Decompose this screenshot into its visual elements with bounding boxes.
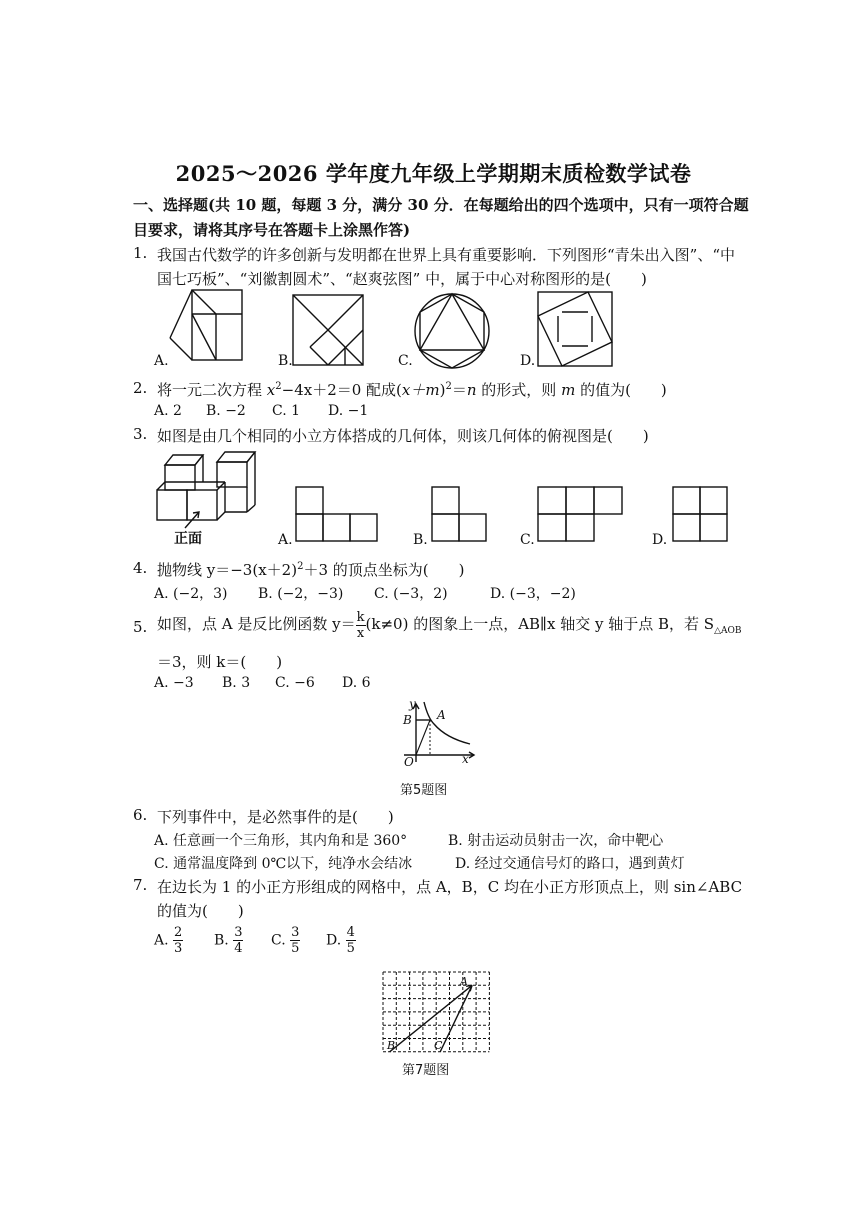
- q5-point-a-label: A: [437, 708, 446, 722]
- q4-option-d: D. (−3，−2): [490, 586, 576, 602]
- q5-x-axis-label: x: [462, 752, 469, 766]
- q5-option-a: A. −3: [154, 675, 194, 691]
- q2-number: 2.: [133, 379, 148, 397]
- q5-figure-caption: 第5题图: [400, 783, 448, 798]
- q7-stem-line2: 的值为( ): [157, 902, 244, 920]
- q7-number: 7.: [133, 876, 148, 894]
- q3-figure-solid: [155, 450, 265, 525]
- q1-stem-line1: 我国古代数学的许多创新与发明都在世界上具有重要影响．下列图形“青朱出入图”、“中: [157, 246, 736, 264]
- q5-option-d: D. 6: [342, 675, 371, 691]
- q3-option-a-figure: [296, 487, 380, 543]
- q6-option-c: C. 通常温度降到 0℃以下，纯净水会结冰: [154, 856, 413, 872]
- q1-stem-line2: 国七巧板”、“刘徽割圆术”、“赵爽弦图” 中，属于中心对称图形的是( ): [157, 270, 647, 288]
- q3-number: 3.: [133, 425, 148, 443]
- q3-option-c-figure: [538, 487, 624, 543]
- q5-y-axis-label: y: [409, 697, 416, 711]
- q4-number: 4.: [133, 559, 148, 577]
- q1-figure-d-zhaoshuang: [538, 292, 614, 368]
- q3-option-a: A.: [278, 532, 293, 548]
- segment-ba: [390, 985, 472, 1052]
- q4-option-c: C. (−3，2): [374, 586, 448, 602]
- q7-point-c-label: C: [434, 1039, 443, 1052]
- q5-stem-line2: ＝3，则 k＝( ): [157, 653, 283, 671]
- q1-number: 1.: [133, 244, 148, 262]
- q5-stem-line1: 如图，点 A 是反比例函数 y＝ $\frac{k}{x}$ (k≠0) 的图象上一点，AB∥x 轴交 y 轴于点 B，若 $S_{\triangle AOB}$: [157, 609, 742, 641]
- section-header-line2: 目要求，请将其序号在答题卡上涂黑作答): [133, 221, 411, 239]
- q3-stem: 如图是由几个相同的小立方体搭成的几何体，则该几何体的俯视图是( ): [157, 427, 649, 445]
- q1-figure-b-tangram: [293, 295, 365, 367]
- q3-option-b: B.: [413, 532, 428, 548]
- q7-option-b: B. $\frac{3}{4}$: [214, 925, 243, 956]
- q6-stem: 下列事件中，是必然事件的是( ): [157, 808, 394, 826]
- q1-option-c: C.: [398, 353, 413, 369]
- q5-option-c: C. −6: [275, 675, 315, 691]
- q2-option-d: D. −1: [328, 403, 369, 419]
- q2-stem: 将一元二次方程 $x^2-4x+2=0$ 配成$(x+m)^2=n$ 的形式，则 m 的值为( ): [157, 381, 667, 399]
- q7-option-d: D. $\frac{4}{5}$: [326, 925, 355, 956]
- q7-figure-caption: 第7题图: [402, 1063, 450, 1078]
- q4-option-a: A. (−2，3): [154, 586, 228, 602]
- q4-option-b: B. (−2，−3): [258, 586, 344, 602]
- q7-option-c: C. $\frac{3}{5}$: [271, 925, 300, 956]
- q7-point-a-label: A: [460, 975, 468, 988]
- q5-origin-label: O: [404, 755, 414, 769]
- q7-point-b-label: B: [387, 1039, 396, 1052]
- q4-stem: 抛物线 $y=-3(x+2)^2+3$ 的顶点坐标为( ): [157, 561, 465, 579]
- q5-fraction: $\frac{k}{x}$: [356, 609, 365, 641]
- q6-option-a: A. 任意画一个三角形，其内角和是 360°: [154, 833, 408, 849]
- q3-option-d-figure: [673, 487, 731, 545]
- q3-option-b-figure: [432, 487, 490, 543]
- exam-title: 2025～2026 学年度九年级上学期期末质检数学试卷: [175, 161, 692, 186]
- q1-option-b: B.: [278, 353, 293, 369]
- q7-option-a: A. $\frac{2}{3}$: [154, 925, 183, 956]
- q6-option-b: B. 射击运动员射击一次，命中靶心: [448, 833, 664, 849]
- q1-option-d: D.: [520, 353, 536, 369]
- q3-option-d: D.: [652, 532, 668, 548]
- q2-option-a: A. 2: [154, 403, 182, 419]
- q5-number: 5.: [133, 618, 148, 636]
- section-header-line1: 一、选择题(共 10 题，每题 3 分，满分 30 分．在每题给出的四个选项中，只有一项符合题: [133, 196, 749, 214]
- q2-option-c: C. 1: [272, 403, 301, 419]
- q1-option-a: A.: [154, 353, 169, 369]
- q2-option-b: B. −2: [206, 403, 246, 419]
- q6-option-d: D. 经过交通信号灯的路口，遇到黄灯: [455, 856, 685, 872]
- q3-front-label: 正面: [174, 531, 202, 547]
- q6-number: 6.: [133, 806, 148, 824]
- segment-ca: [440, 985, 472, 1052]
- q5-point-b-label: B: [403, 713, 412, 727]
- q1-figure-a-qingzhu: [170, 290, 250, 370]
- q7-stem-line1: 在边长为 1 的小正方形组成的网格中，点 A，B，C 均在小正方形顶点上，则 sin∠ABC: [157, 878, 743, 896]
- q1-figure-c-circle-hexagon: [414, 293, 490, 369]
- q3-option-c: C.: [520, 532, 535, 548]
- q5-option-b: B. 3: [222, 675, 251, 691]
